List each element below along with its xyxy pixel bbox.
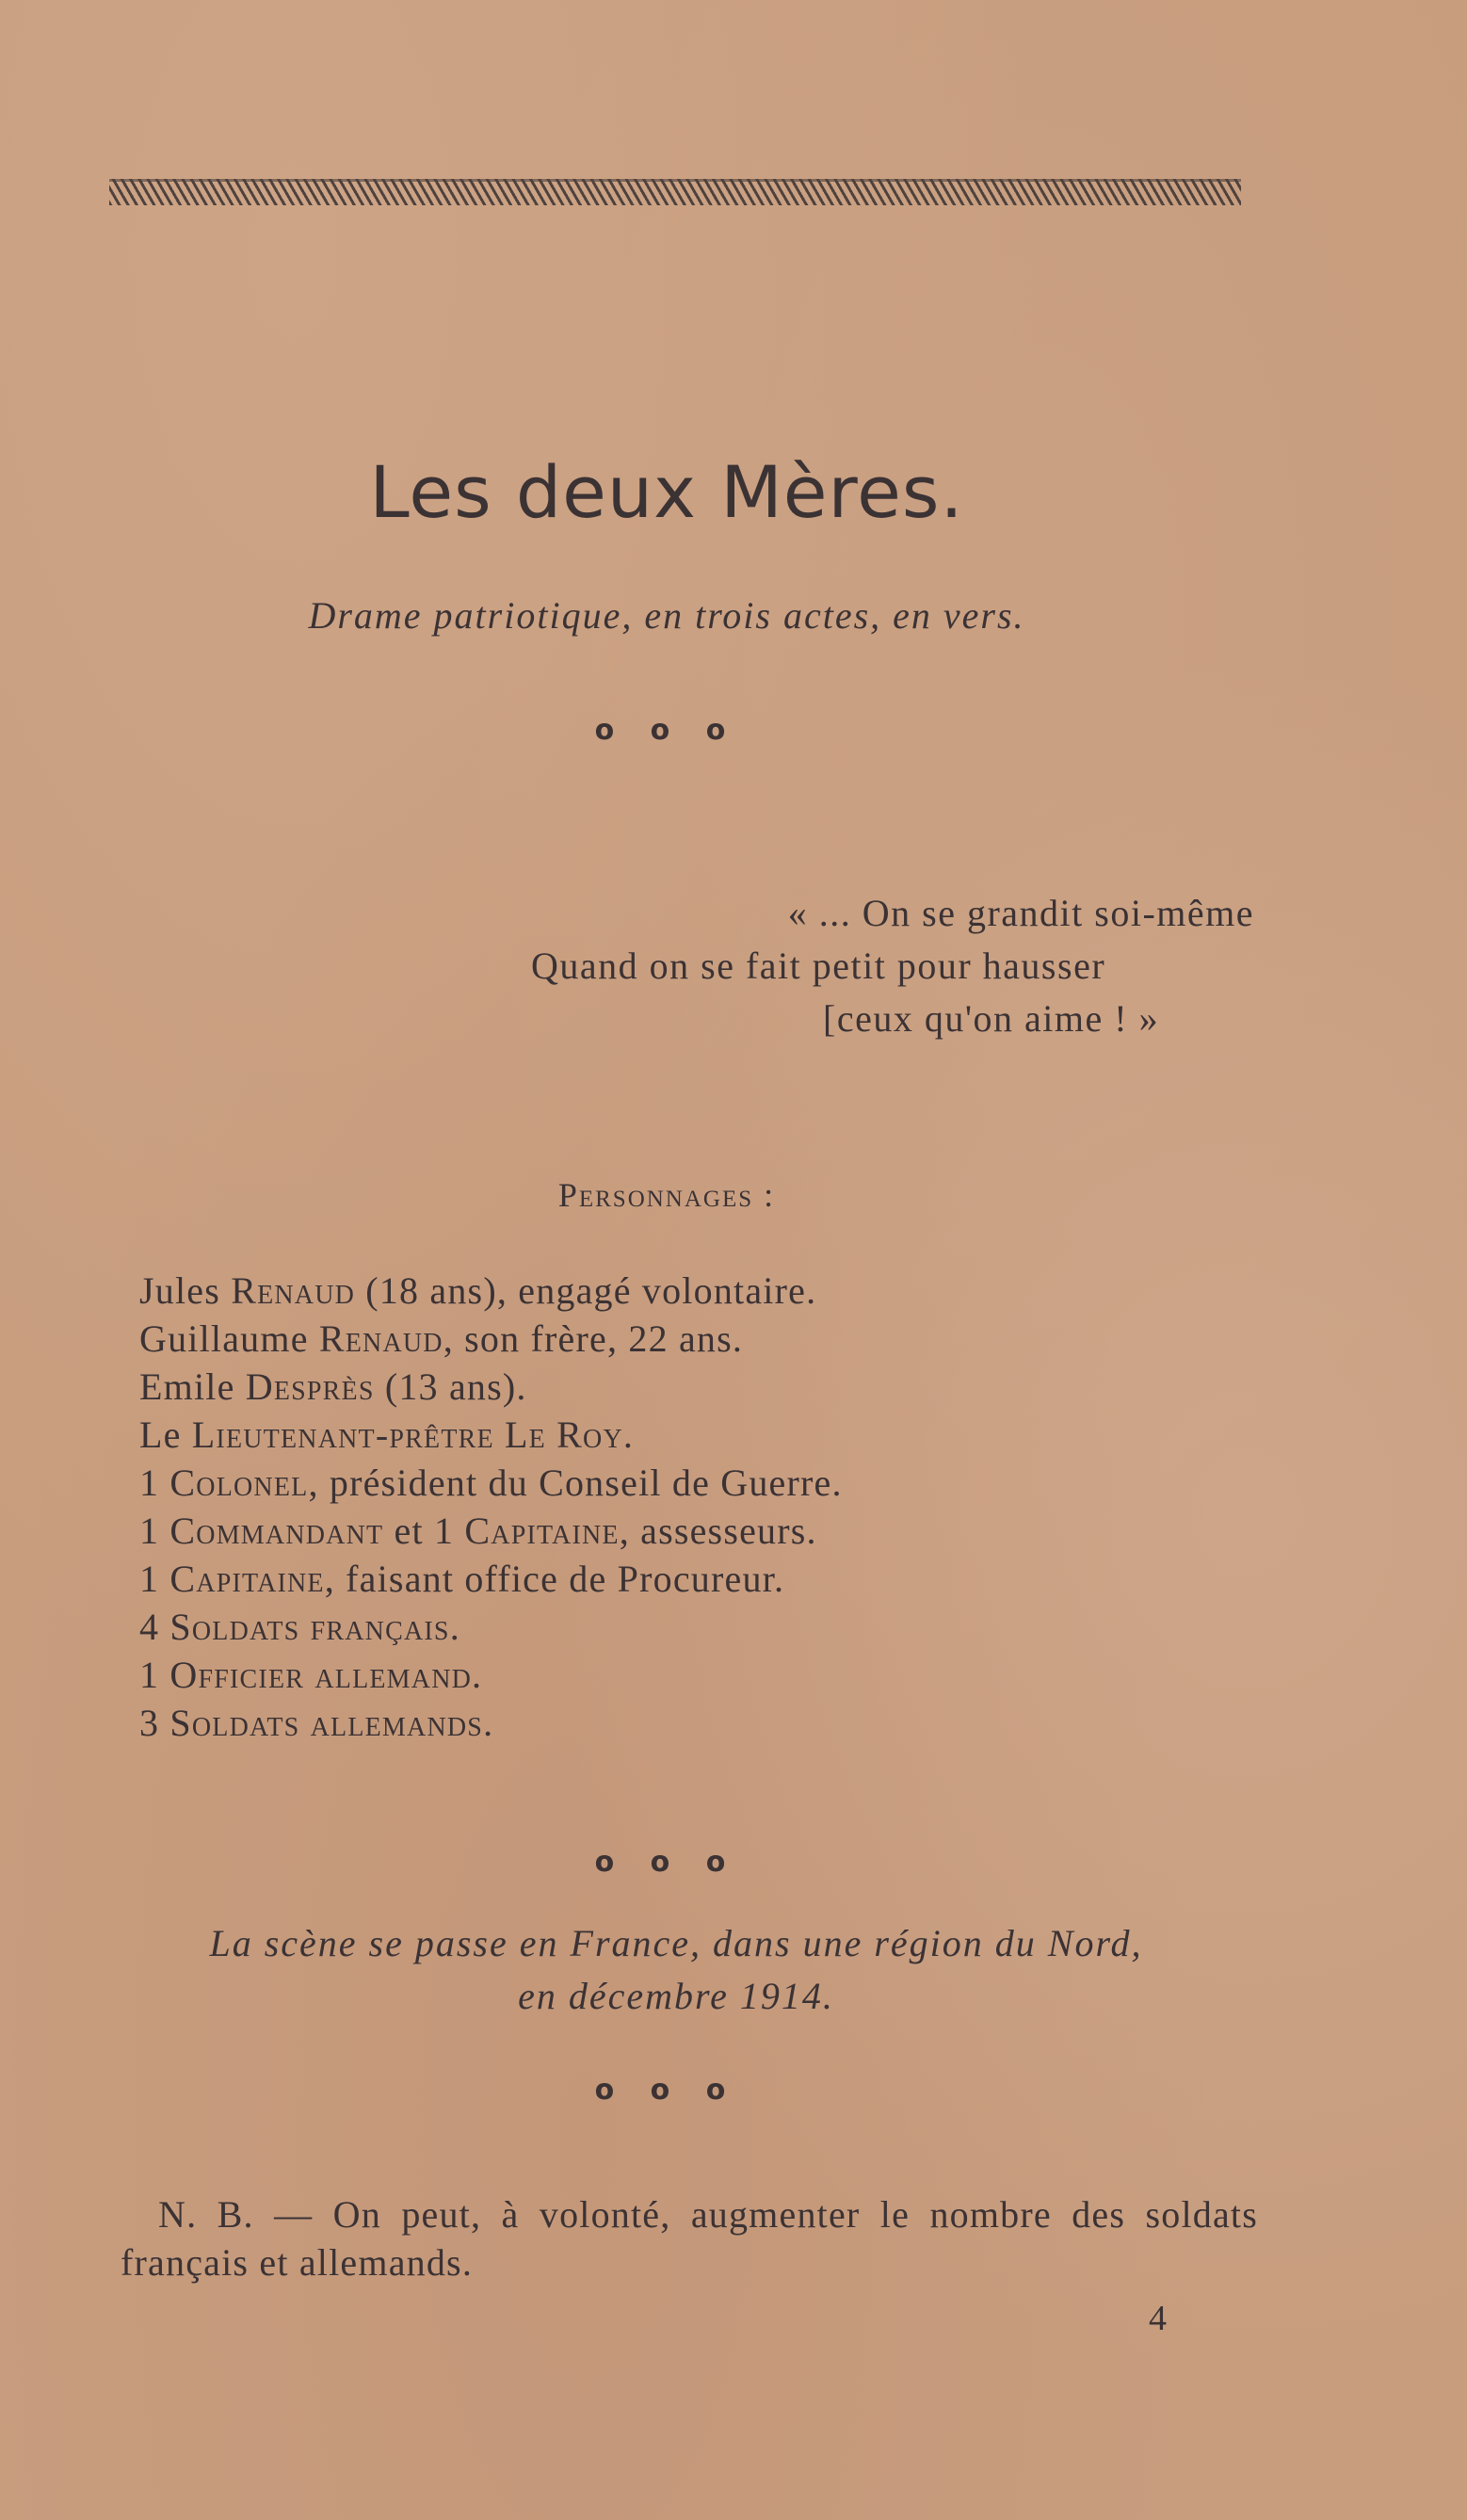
epigraph-line-3: [ceux qu'on aime ! »	[823, 997, 1160, 1040]
cast-item: 3 Soldats allemands.	[139, 1702, 494, 1744]
epigraph-line-1: « ... On se grandit soi-même	[787, 892, 1254, 934]
play-subtitle: Drame patriotique, en trois actes, en vers.	[308, 594, 1025, 637]
cast-item: Emile Desprès (13 ans).	[139, 1365, 527, 1408]
decorative-header-rule	[109, 179, 1241, 205]
cast-item: Jules Renaud (18 ans), engagé volontaire.	[139, 1269, 817, 1312]
cast-list	[139, 1267, 1175, 1747]
personnages-heading: Personnages :	[557, 1176, 776, 1214]
cast-item: 1 Capitaine, faisant office de Procureur.	[139, 1558, 785, 1600]
epigraph-line-2: Quand on se fait petit pour hausser	[531, 945, 1106, 987]
page-number: 4	[1149, 2299, 1167, 2338]
ornament-divider-3: o o o	[594, 2074, 739, 2107]
setting-line-1: La scène se passe en France, dans une région du Nord,	[209, 1922, 1143, 1964]
cast-item: Le Lieutenant-prêtre Le Roy.	[139, 1413, 635, 1456]
play-title: Les deux Mères.	[369, 450, 964, 534]
setting-line-2: en décembre 1914.	[518, 1975, 834, 2017]
ornament-divider-1: o o o	[594, 714, 739, 747]
ornament-divider-2: o o o	[594, 1846, 739, 1879]
cast-item: 4 Soldats français.	[139, 1606, 460, 1648]
nota-bene: N. B. — On peut, à volonté, augmenter le nombre des soldats français et allemands.	[121, 2193, 1258, 2284]
cast-item: 1 Officier allemand.	[139, 1654, 483, 1696]
cast-item: 1 Commandant et 1 Capitaine, assesseurs.	[139, 1510, 817, 1552]
cast-item: 1 Colonel, président du Conseil de Guerre.	[139, 1462, 843, 1504]
setting-note	[0, 1917, 1352, 2023]
epigraph	[471, 887, 1254, 1045]
cast-item: Guillaume Renaud, son frère, 22 ans.	[139, 1317, 744, 1360]
